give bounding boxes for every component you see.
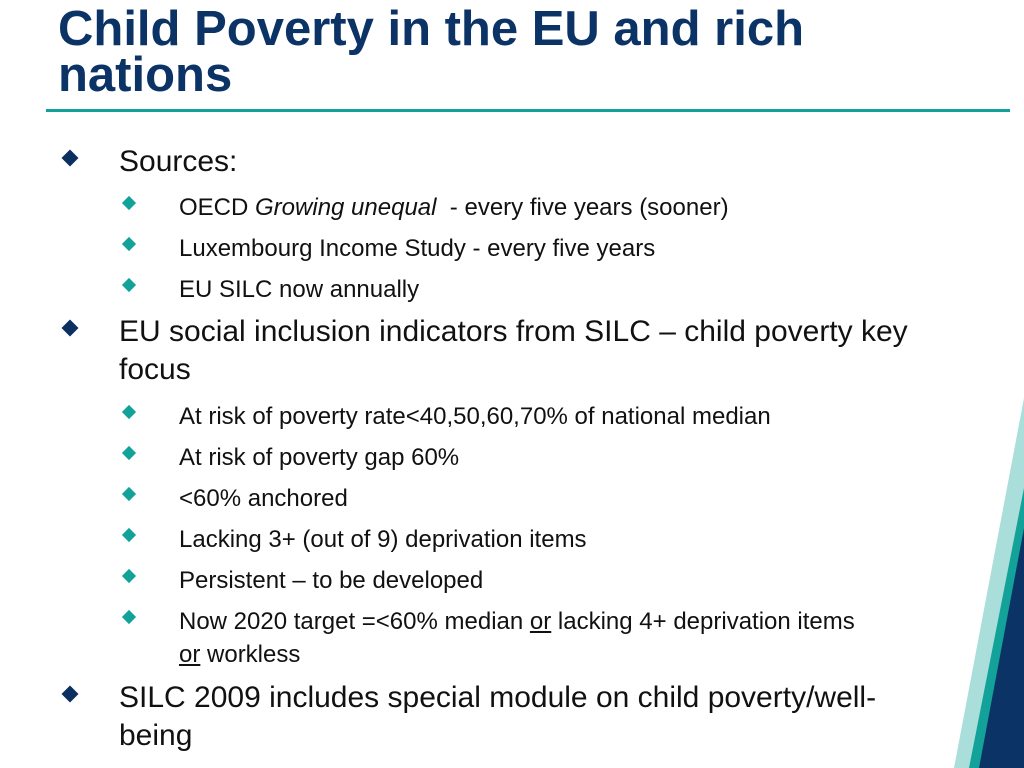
sub-bullet-diamond-icon	[122, 278, 136, 292]
bullet-diamond-icon	[62, 320, 79, 337]
sub-bullet-lis: Luxembourg Income Study - every five years	[179, 235, 656, 262]
sub-bullet-2020-target	[179, 605, 959, 671]
sub-bullet-diamond-icon	[122, 405, 136, 419]
sub-bullet-deprivation: Lacking 3+ (out of 9) deprivation items	[179, 526, 587, 553]
sub-bullet-diamond-icon	[122, 528, 136, 542]
sub-bullet-diamond-icon	[122, 487, 136, 501]
bullet-diamond-icon	[62, 150, 79, 167]
corner-decoration	[944, 368, 1024, 768]
sub-bullet-persistent: Persistent – to be developed	[179, 567, 484, 594]
oecd-publication-title: Growing unequal	[255, 194, 437, 221]
target-or-1: or	[529, 608, 552, 635]
sub-bullet-diamond-icon	[122, 569, 136, 583]
title-divider	[46, 109, 1010, 112]
sub-bullet-risk-rate: At risk of poverty rate<40,50,60,70% of national median	[179, 403, 771, 430]
bullet-sources: Sources:	[119, 145, 238, 178]
target-part3: workless	[200, 641, 301, 668]
sub-bullet-diamond-icon	[122, 610, 136, 624]
target-or-2: or	[179, 641, 201, 668]
oecd-prefix: OECD	[179, 194, 256, 221]
bullet-silc-2009: SILC 2009 includes special module on child poverty/well-being	[119, 681, 877, 752]
sub-bullet-anchored: <60% anchored	[179, 485, 348, 512]
sub-bullet-diamond-icon	[122, 446, 136, 460]
sub-bullet-diamond-icon	[122, 196, 136, 210]
target-part2: lacking 4+ deprivation items	[551, 608, 855, 635]
target-part1: Now 2020 target =<60% median	[179, 608, 530, 635]
sub-bullet-risk-gap: At risk of poverty gap 60%	[179, 444, 460, 471]
sub-bullet-diamond-icon	[122, 237, 136, 251]
sub-bullet-eu-silc: EU SILC now annually	[179, 276, 420, 303]
bullet-diamond-icon	[62, 686, 79, 703]
sub-bullet-oecd	[179, 191, 959, 224]
slide-title: Child Poverty in the EU and rich nations	[58, 2, 805, 102]
bullet-indicators: EU social inclusion indicators from SILC – child poverty key focus	[119, 315, 908, 386]
oecd-suffix: - every five years (sooner)	[436, 194, 729, 221]
